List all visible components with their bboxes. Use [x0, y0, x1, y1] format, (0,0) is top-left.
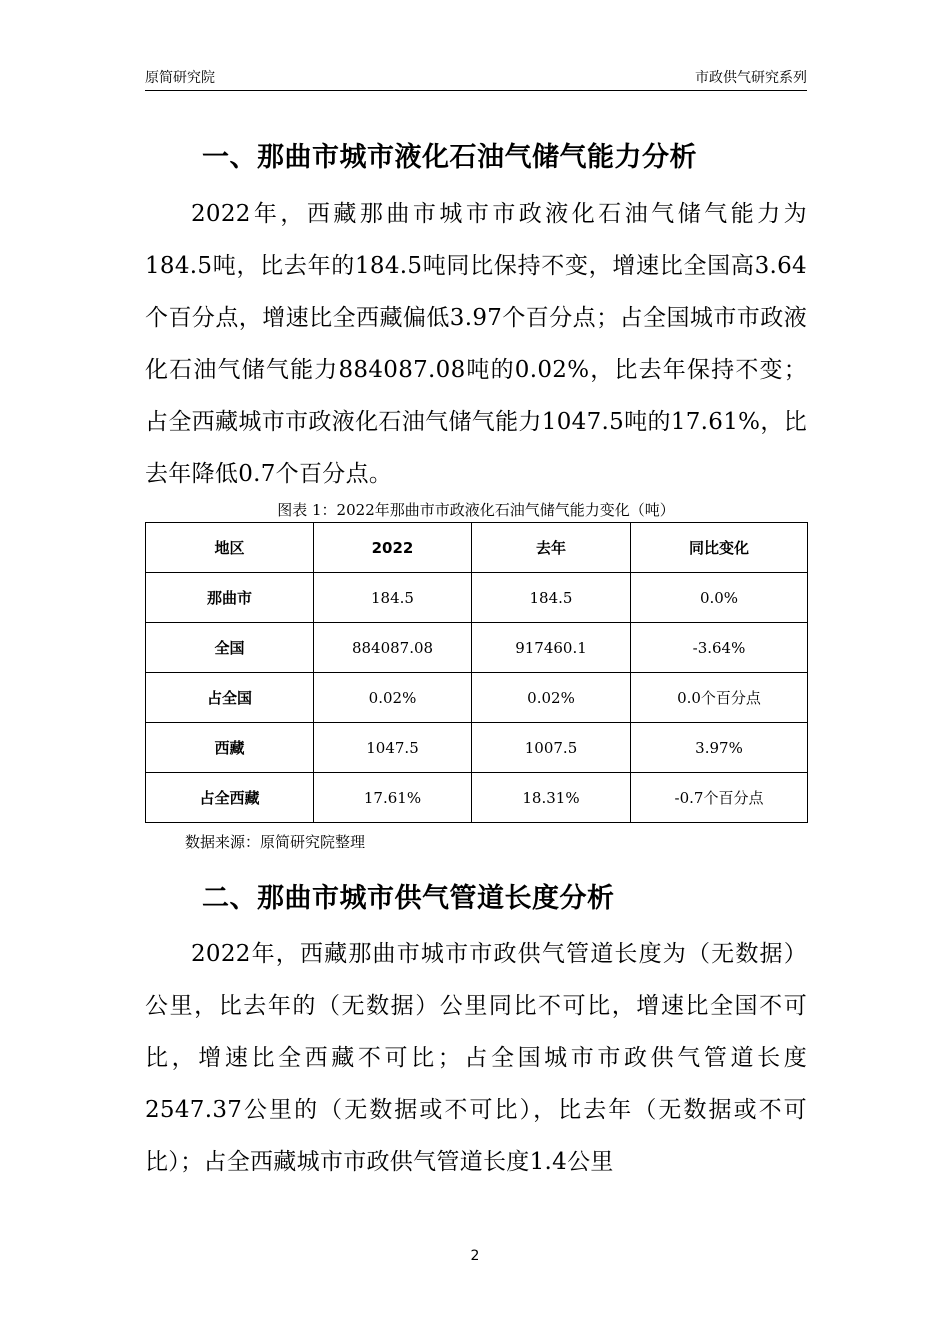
section2-title: 二、那曲市城市供气管道长度分析 — [202, 883, 615, 914]
table-row — [146, 623, 808, 673]
section1-title: 一、那曲市城市液化石油气储气能力分析 — [202, 142, 697, 173]
table-row — [146, 723, 808, 773]
table-row — [146, 673, 808, 723]
table-cell: -3.64% — [631, 623, 808, 673]
table-row — [146, 573, 808, 623]
section2-paragraph: 2022年，西藏那曲市城市市政供气管道长度为（无数据）公里，比去年的（无数据）公里同比不可比，增速比全国不可比，增速比全西藏不可比；占全国城市市政供气管道长度2547.37公里的（无数据或不可比），比去年（无数据或不可比）；占全西藏城市市政供气管道长度1.4公里 — [145, 941, 807, 1175]
table-header-row — [146, 523, 808, 573]
table-cell: 184.5 — [472, 573, 631, 623]
table-cell-region: 占全西藏 — [146, 773, 314, 823]
table-cell-region: 全国 — [146, 623, 314, 673]
table-header-cell: 同比变化 — [631, 523, 808, 573]
section1-paragraph: 2022年，西藏那曲市城市市政液化石油气储气能力为184.5吨，比去年的184.5吨同比保持不变，增速比全国高3.64个百分点，增速比全西藏偏低3.97个百分点；占全国城市市政液化石油气储气能力884087.08吨的0.02%，比去年保持不变；占全西藏城市市政液化石油气储气能力1047.5吨的17.61%，比去年降低0.7个百分点。 — [145, 201, 807, 487]
table-cell: 17.61% — [314, 773, 472, 823]
data-table — [145, 522, 808, 823]
table-cell: 0.0% — [631, 573, 808, 623]
table-cell-region: 那曲市 — [146, 573, 314, 623]
table-source: 数据来源：原简研究院整理 — [185, 833, 366, 851]
table-cell: 884087.08 — [314, 623, 472, 673]
table-cell: 184.5 — [314, 573, 472, 623]
page-header — [145, 64, 807, 91]
table-row — [146, 773, 808, 823]
table-header-cell: 去年 — [472, 523, 631, 573]
table-cell: 917460.1 — [472, 623, 631, 673]
header-series: 市政供气研究系列 — [695, 70, 807, 86]
table-header-cell: 地区 — [146, 523, 314, 573]
table-cell: 0.02% — [472, 673, 631, 723]
table-cell: 3.97% — [631, 723, 808, 773]
table-header-cell: 2022 — [314, 523, 472, 573]
table-cell: 18.31% — [472, 773, 631, 823]
table-cell: -0.7个百分点 — [631, 773, 808, 823]
header-publisher: 原简研究院 — [145, 70, 215, 86]
table-caption: 图表 1：2022年那曲市市政液化石油气储气能力变化（吨） — [277, 501, 675, 519]
page-number: 2 — [470, 1248, 480, 1264]
table-cell: 1007.5 — [472, 723, 631, 773]
table-cell-region: 西藏 — [146, 723, 314, 773]
table-cell: 1047.5 — [314, 723, 472, 773]
table-cell: 0.0个百分点 — [631, 673, 808, 723]
table-cell-region: 占全国 — [146, 673, 314, 723]
table-cell: 0.02% — [314, 673, 472, 723]
